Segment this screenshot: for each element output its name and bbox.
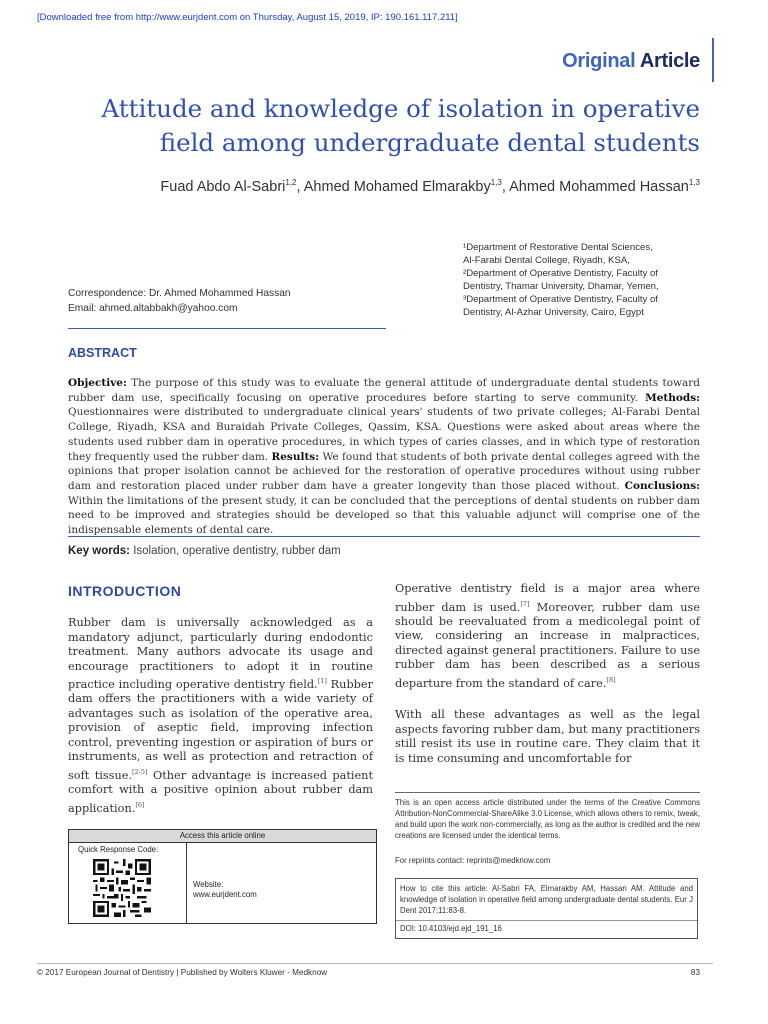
keywords xyxy=(68,545,341,557)
footer-copyright: © 2017 European Journal of Dentistry | Published by Wolters Kluwer - Medknow xyxy=(37,968,328,977)
methods-text: Questionnaires were distributed to undergraduate clinical years' students of two private colleges; Al-Farabi Dental College, Riyadh, KSA and Buraidah Private Colleges, Qassim, KSA. Questions were asked about areas where the students used rubber dam in operative procedures, in which types of caries classes, and in which type of restoration they frequently used the rubber dam. xyxy=(68,406,700,463)
introduction-heading: INTRODUCTION xyxy=(68,583,182,599)
article-type-label xyxy=(562,50,700,73)
correspondence xyxy=(68,286,291,316)
citation-ref[interactable]: [8] xyxy=(606,675,616,684)
correspondence-name: Correspondence: Dr. Ahmed Mohammed Hassan xyxy=(68,288,291,299)
objective-label: Objective: xyxy=(68,377,127,389)
keywords-text: Isolation, operative dentistry, rubber dam xyxy=(133,545,341,557)
open-access-notice: This is an open access article distributed under the terms of the Creative Commons Attribution-NonCommercial-ShareAlike 3.0 License, which allows others to remix, tweak, and build upon the work non-commercially, as long as the author is credited and the new creations are licensed under the identical terms. xyxy=(395,798,700,840)
conclusions-label: Conclusions: xyxy=(624,479,701,492)
reprints-contact: For reprints contact: reprints@medknow.com xyxy=(395,856,551,865)
qr-code-icon[interactable] xyxy=(93,859,151,917)
divider xyxy=(395,792,700,793)
correspondence-email: Email: ahmed.altabbakh@yahoo.com xyxy=(68,303,238,314)
affiliation-line: ¹Department of Restorative Dental Sciences, xyxy=(463,242,653,253)
affiliation-line: ²Department of Operative Dentistry, Faculty of xyxy=(463,268,658,279)
author-affiliation-sup: 1,2 xyxy=(285,178,297,187)
author-affiliation-sup: 1,3 xyxy=(490,178,502,187)
website-label: Website: xyxy=(193,880,224,889)
download-notice: [Downloaded free from http://www.eurjdent.com on Thursday, August 15, 2019, IP: 190.161.117.211] xyxy=(37,12,458,23)
abstract-body xyxy=(68,376,700,538)
affiliation-line: Al-Farabi Dental College, Riyadh, KSA, xyxy=(463,255,630,266)
article-type-part1: Original xyxy=(562,50,636,72)
header-divider xyxy=(712,38,714,82)
affiliation-line: Dentistry, Thamar University, Dhamar, Yemen, xyxy=(463,281,659,292)
paragraph-text: Rubber dam offers the practitioners with a wide variety of advantages such as isolation of the operative area, provision of aseptic field, improving infection control, preventing ingestion or aspiration of burs or instruments, as well as protection and retraction of soft tissue. xyxy=(68,677,374,782)
intro-column-1 xyxy=(68,616,373,816)
divider xyxy=(68,536,700,537)
access-box-header: Access this article online xyxy=(69,830,376,843)
citation-ref[interactable]: [7] xyxy=(520,599,530,608)
paragraph-text: Other advantage is increased patient comfort with a positive opinion about rubber dam application. xyxy=(68,768,373,815)
title-line-1: Attitude and knowledge of isolation in operative xyxy=(101,94,700,123)
page-number: 83 xyxy=(690,968,700,977)
citation-text: How to cite this article: Al-Sabri FA, Elmarakby AM, Hassan AM. Attitude and knowledge of isolation in operative field among undergraduate dental students. Eur J Dent 2017;11:83-8. xyxy=(400,884,693,915)
article-title xyxy=(40,92,700,160)
author-name: Ahmed Mohamed Elmarakby xyxy=(303,178,491,195)
methods-label: Methods: xyxy=(645,391,701,404)
title-line-2: field among undergraduate dental students xyxy=(159,128,700,157)
results-label: Results: xyxy=(271,450,320,463)
affiliation-line: Dentistry, Al-Azhar University, Cairo, Egypt xyxy=(463,307,644,318)
author-name: Fuad Abdo Al-Sabri xyxy=(160,178,286,195)
website-info xyxy=(193,880,257,900)
author-list xyxy=(40,178,700,195)
citation-ref[interactable]: [6] xyxy=(135,800,145,809)
author-affiliation-sup: 1,3 xyxy=(688,178,700,187)
intro-column-2 xyxy=(395,582,700,783)
website-link[interactable]: www.eurjdent.com xyxy=(193,890,257,899)
citation-ref[interactable]: [2-5] xyxy=(132,767,148,776)
paragraph xyxy=(395,708,700,766)
author-name: Ahmed Mohammed Hassan xyxy=(509,178,689,195)
paragraph-text: Rubber dam is universally acknowledged as a mandatory adjunct, particularly during endodontic treatment. Many authors advocate its usage and encourage practitioners to adopt it in routine practice including operative dentistry field. xyxy=(68,616,373,691)
abstract-heading: ABSTRACT xyxy=(68,346,137,360)
paragraph-text: With all these advantages as well as the legal aspects favoring rubber dam, but many practitioners still resist its use in routine care. They claim that it is time consuming and uncomfortable for xyxy=(395,708,700,765)
affiliations xyxy=(463,241,713,319)
author-separator: , xyxy=(296,178,304,195)
access-online-box xyxy=(68,829,377,924)
citation-box xyxy=(395,878,698,939)
affiliation-line: ³Department of Operative Dentistry, Faculty of xyxy=(463,294,658,305)
footer-divider xyxy=(37,963,713,964)
keywords-label: Key words: xyxy=(68,545,130,557)
divider xyxy=(68,328,386,329)
objective-text: The purpose of this study was to evaluate the general attitude of undergraduate dental students toward rubber dam use, specifically focusing on operative procedures before starting to serve community. xyxy=(68,377,701,404)
paragraph-text: Moreover, rubber dam use should be reevaluated from a medicolegal point of view, considering an increase in malpractices, directed against general practitioners. Failure to use rubber dam has been described as a serious departure from the standard of care. xyxy=(395,600,701,690)
article-type-part2: Article xyxy=(639,50,700,72)
qr-section xyxy=(69,843,187,923)
citation-ref[interactable]: [1] xyxy=(317,677,327,685)
author-separator: , xyxy=(501,178,510,195)
conclusions-text: Within the limitations of the present study, it can be concluded that the perceptions of dental students on rubber dam need to be improved and strategies should be developed so that this valuable adjunct will comprise one of the indispensable elements of dental care. xyxy=(68,494,700,537)
results-text: We found that students of both private dental colleges agreed with the opinions that proper isolation cannot be achieved for the restoration of operative procedures without using rubber dam and restoration placed under rubber dam have a greater longevity than those placed without. xyxy=(68,450,701,492)
paragraph xyxy=(395,582,700,691)
qr-label: Quick Response Code: xyxy=(78,845,159,854)
paragraph-text: Operative dentistry field is a major area where rubber dam is used. xyxy=(395,582,700,614)
doi[interactable]: DOI: 10.4103/ejd.ejd_191_16 xyxy=(400,924,502,933)
